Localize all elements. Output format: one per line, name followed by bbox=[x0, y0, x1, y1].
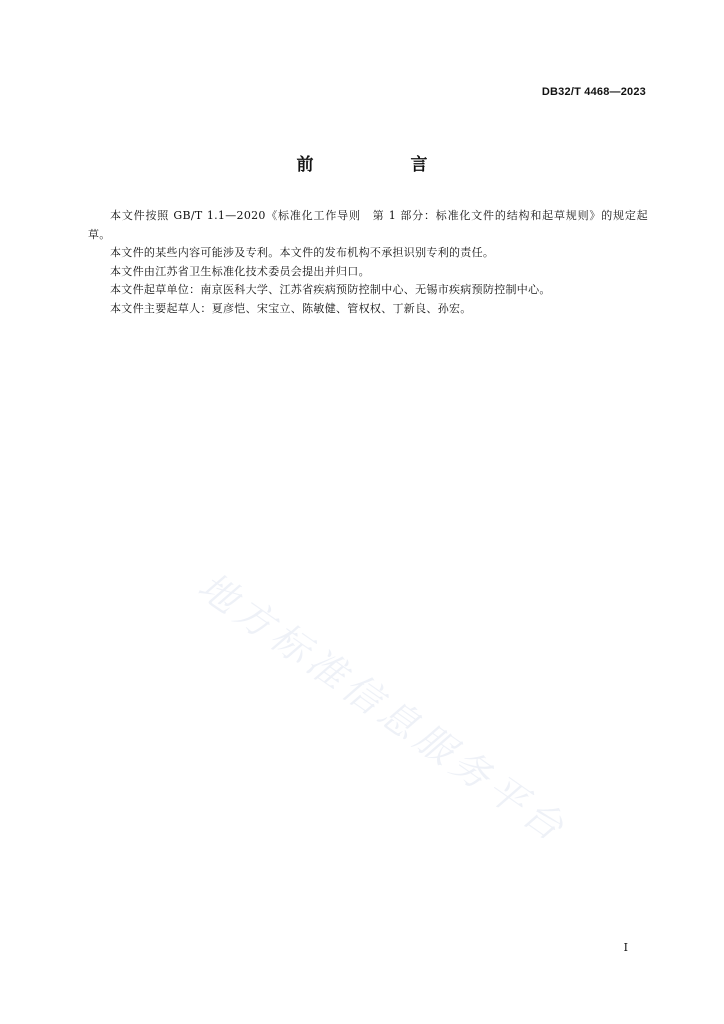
watermark: 地方标准信息服务平台 bbox=[190, 563, 576, 853]
paragraph-proposer: 本文件由江苏省卫生标准化技术委员会提出并归口。 bbox=[110, 264, 370, 278]
paragraph-drafters: 本文件主要起草人：夏彦恺、宋宝立、陈敏健、管权权、丁新良、孙宏。 bbox=[110, 301, 472, 315]
page-title: 前 言 bbox=[296, 155, 468, 175]
page-number: I bbox=[623, 941, 628, 954]
standard-code: DB32/T 4468—2023 bbox=[541, 86, 646, 98]
paragraph-patent-notice: 本文件的某些内容可能涉及专利。本文件的发布机构不承担识别专利的责任。 bbox=[110, 246, 495, 259]
paragraph-drafting-units: 本文件起草单位：南京医科大学、江苏省疾病预防控制中心、无锡市疾病预防控制中心。 bbox=[110, 283, 551, 296]
foreword-body bbox=[88, 207, 648, 318]
paragraph-drafting-rules: 本文件按照 GB/T 1.1—2020《标准化工作导则 第 1 部分：标准化文件的结构和起草规则》的规定起草。 bbox=[88, 209, 648, 241]
